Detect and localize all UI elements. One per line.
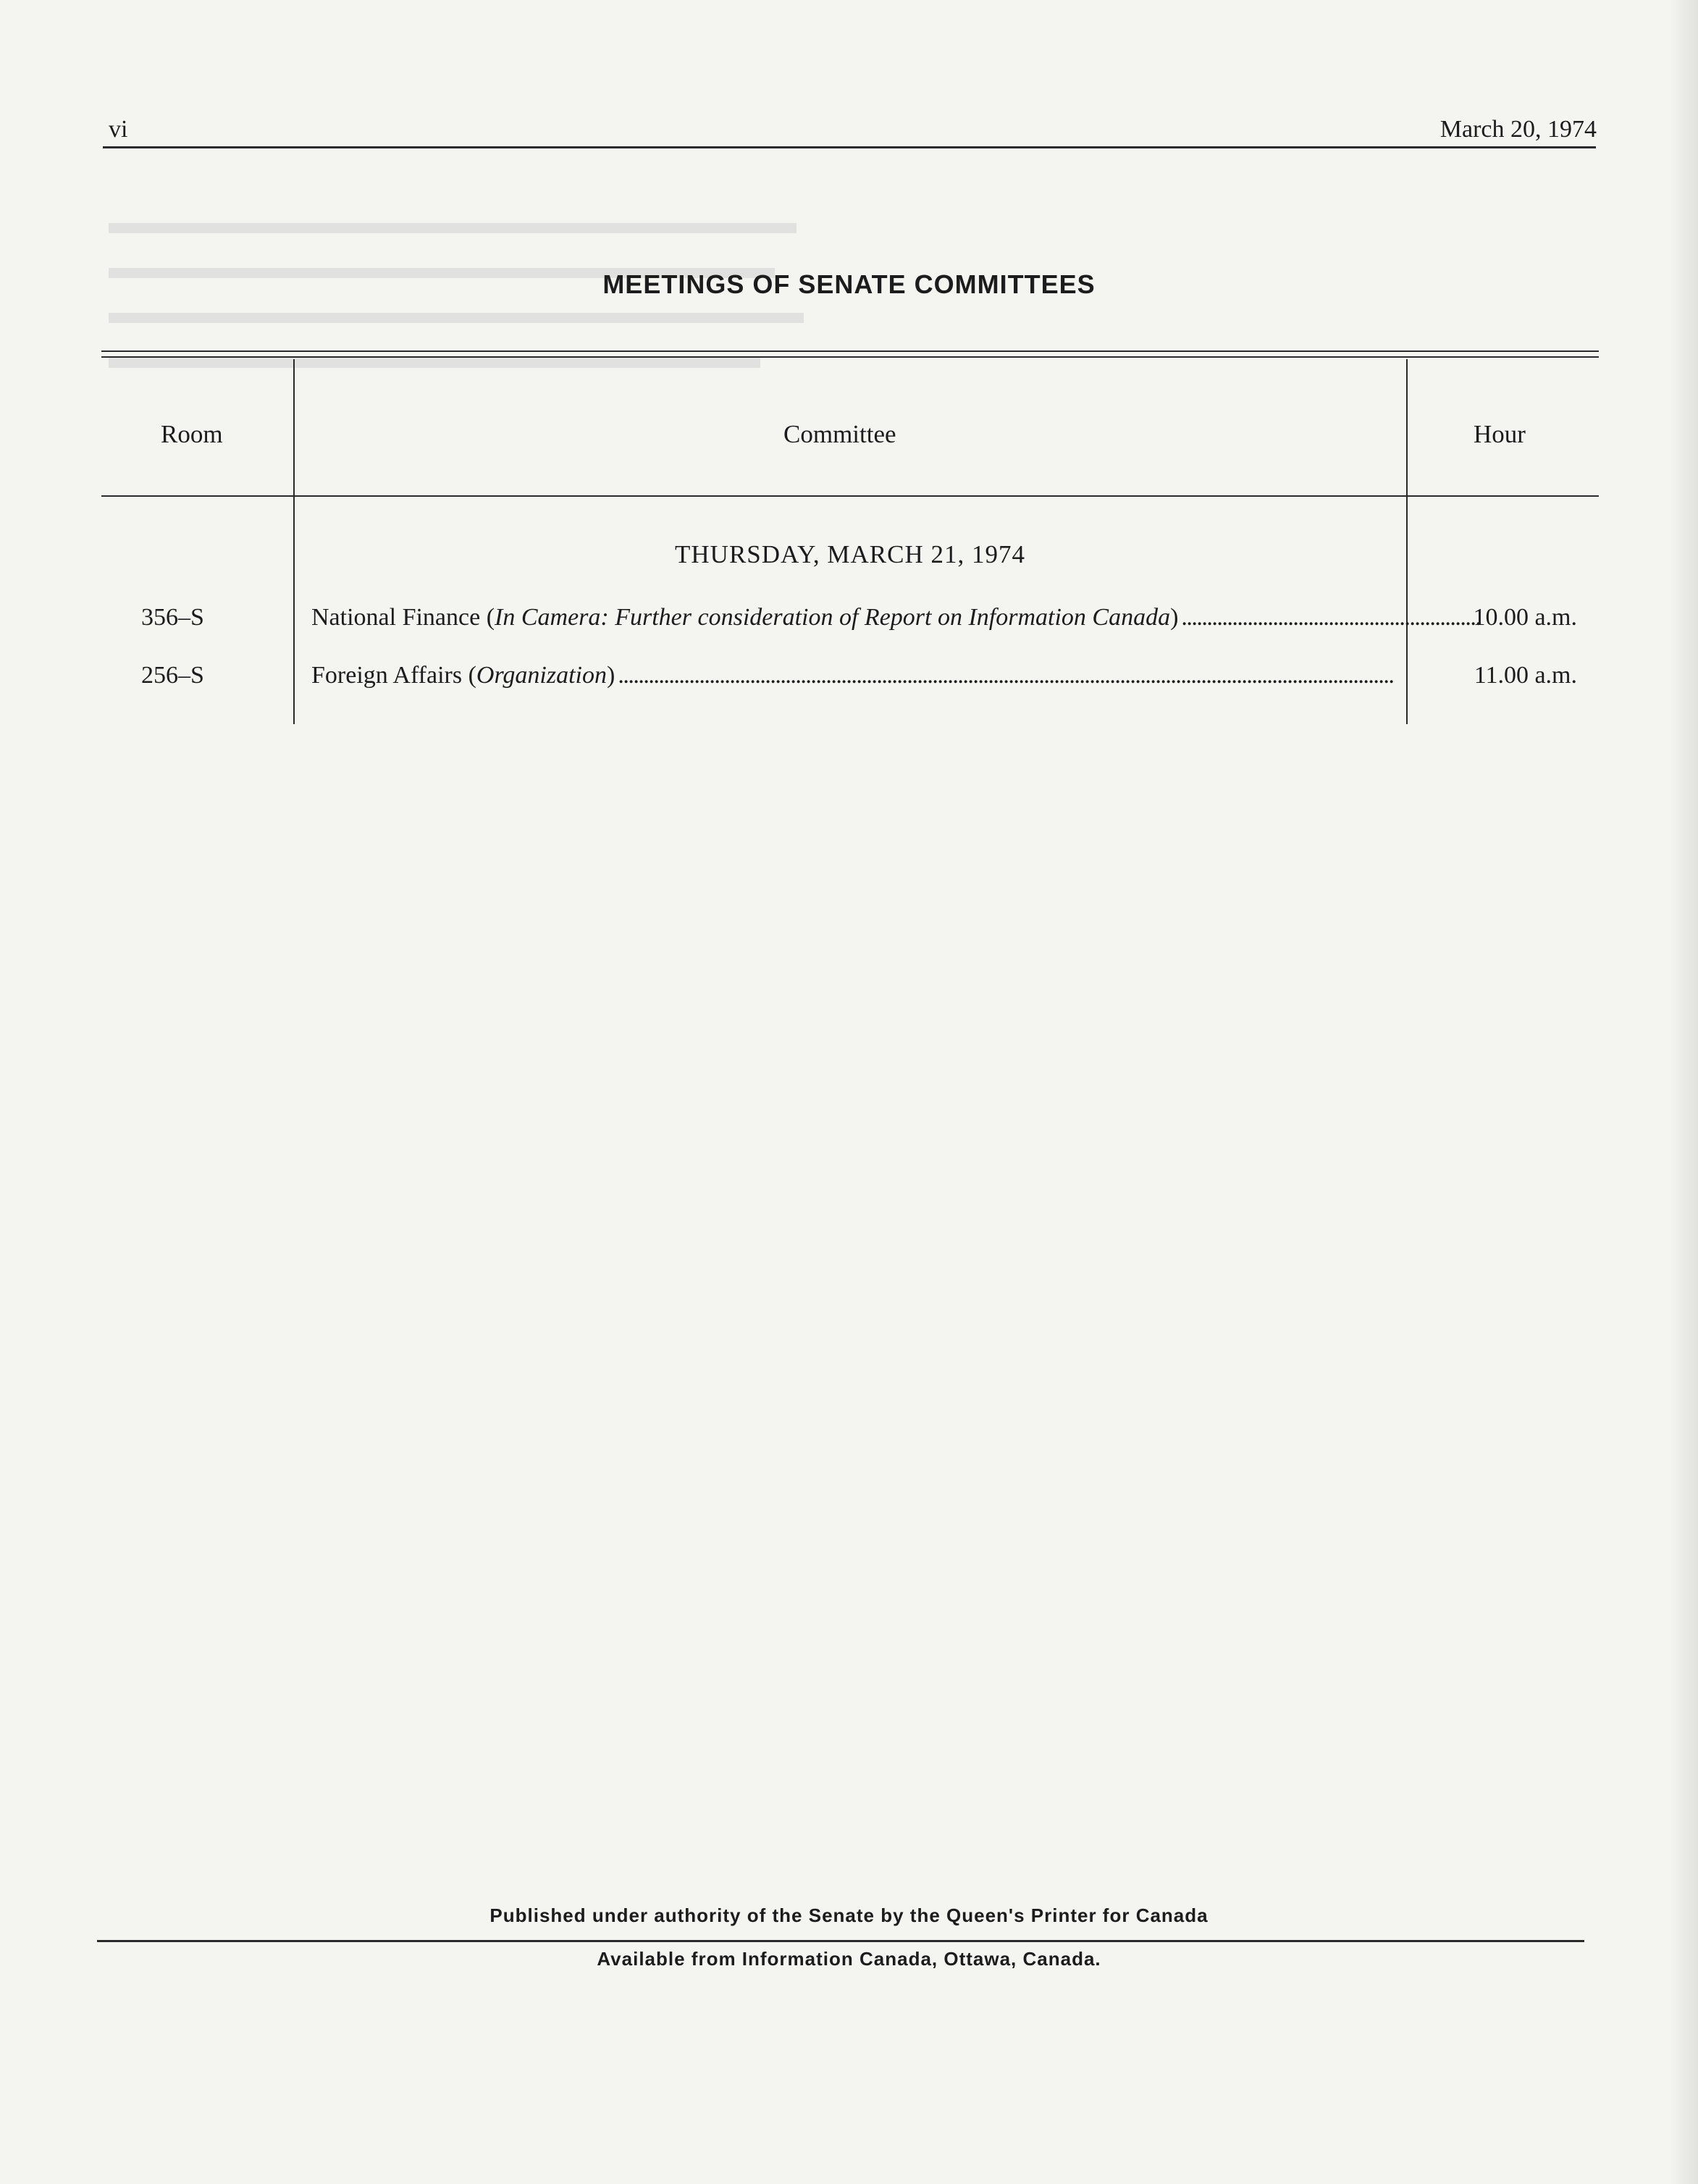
footer-available: Available from Information Canada, Ottawa, Canada. [597,1948,1101,1970]
column-header-hour: Hour [1474,420,1526,448]
committee-name: National Finance [311,604,481,631]
column-header-committee: Committee [783,420,896,448]
room-number: 356–S [141,604,204,631]
table-header-rule [101,495,1599,497]
leader-dots [618,662,1481,689]
table-top-rule [101,350,1599,358]
header-rule [103,146,1596,148]
meeting-hour: 11.00 a.m. [1474,662,1577,689]
footer-published: Published under authority of the Senate by the Queen's Printer for Canada [489,1904,1209,1926]
committee-detail: Organization [476,662,607,689]
day-heading: THURSDAY, MARCH 21, 1974 [675,540,1025,568]
committee-detail: In Camera: Further consideration of Report on Information Canada [495,604,1171,631]
leader-dots [1181,604,1481,631]
page-title: MEETINGS OF SENATE COMMITTEES [602,269,1096,299]
room-number: 256–S [141,662,204,689]
column-header-room: Room [161,420,223,448]
footer-rule [97,1940,1584,1942]
committee-entry: National Finance ( In Camera: Further consideration of Report on Information Canada ) . . . [311,604,1484,631]
header-date: March 20, 1974 [1439,116,1597,143]
committee-name: Foreign Affairs [311,662,463,689]
table-row [101,662,1599,698]
committee-table [101,350,1599,724]
committee-entry: Foreign Affairs ( Organization ) . . . [311,662,1484,689]
meeting-hour: 10.00 a.m. [1473,604,1577,631]
page-number: vi [109,116,128,143]
table-row [101,604,1599,640]
page-edge-shadow [1669,0,1698,2184]
